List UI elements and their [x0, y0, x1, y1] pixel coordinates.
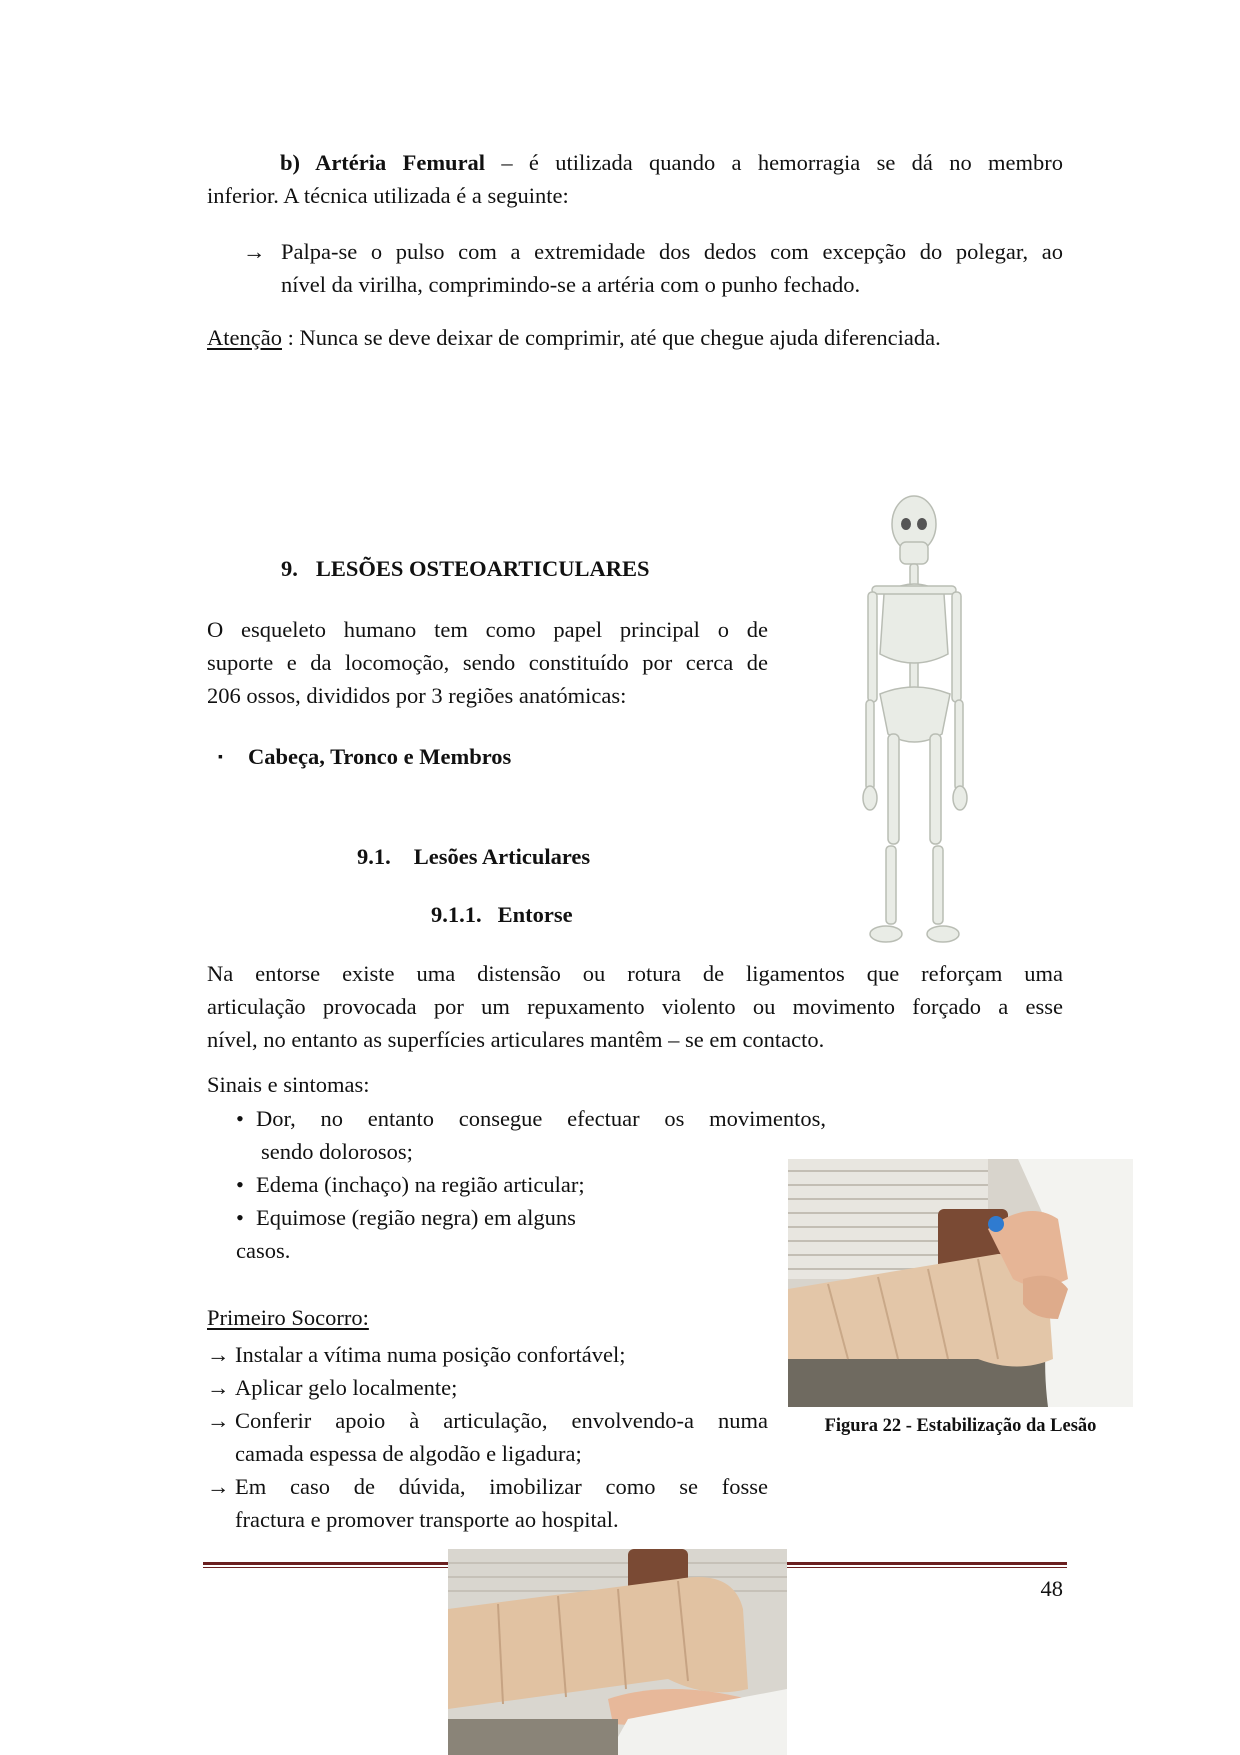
section-9-number: 9. — [281, 556, 298, 581]
femoral-step-arrow: → — [243, 239, 266, 264]
figure-22-caption: Figura 22 - Estabilização da Lesão — [824, 1416, 1097, 1436]
skeleton-image — [844, 494, 985, 946]
femoral-paragraph — [207, 146, 1063, 212]
femoral-text-1: – é utilizada quando a hemorragia se dá no membro — [485, 150, 1063, 175]
section-9-1-number: 9.1. — [357, 844, 391, 869]
section-9-1-1-number: 9.1.1. — [431, 902, 482, 927]
square-bullet-icon: ▪ — [218, 750, 223, 765]
first-aid-list — [207, 1338, 768, 1536]
first-aid-item-3-line-2: camada espessa de algodão e ligadura; — [235, 1441, 582, 1466]
femoral-step-line-1: Palpa-se o pulso com a extremidade dos dedos com excepção do polegar, ao — [281, 239, 1063, 264]
signs-item — [236, 1102, 826, 1168]
section-9-heading — [281, 552, 650, 585]
bandaged-foot-photo — [448, 1549, 787, 1755]
arrow-right-icon: → — [207, 1474, 230, 1499]
signs-heading: Sinais e sintomas: — [207, 1072, 370, 1097]
signs-item-3-line-1: Equimose (região negra) em alguns — [256, 1205, 576, 1230]
femoral-step — [281, 235, 1063, 301]
signs-item-1-line-2: sendo dolorosos; — [261, 1139, 413, 1164]
bullet-dot-icon: • — [236, 1172, 244, 1197]
signs-item — [236, 1168, 826, 1201]
femoral-step-line-2: nível da virilha, comprimindo-se a artéria com o punho fechado. — [281, 272, 861, 297]
intro-line-3: 206 ossos, divididos por 3 regiões anatómicas: — [207, 683, 627, 708]
entorse-line-2: articulação provocada por um repuxamento violento ou movimento forçado a esse — [207, 994, 1063, 1019]
first-aid-item-2: Aplicar gelo localmente; — [235, 1375, 458, 1400]
entorse-paragraph — [207, 957, 1063, 1056]
first-aid-item-1: Instalar a vítima numa posição confortável; — [235, 1342, 626, 1367]
page-number: 48 — [1040, 1576, 1063, 1601]
first-aid-heading: Primeiro Socorro: — [207, 1305, 369, 1330]
femoral-line-2: inferior. A técnica utilizada é a seguinte: — [207, 183, 569, 208]
arrow-right-icon: → — [207, 1342, 230, 1367]
entorse-line-1: Na entorse existe uma distensão ou rotura de ligamentos que reforçam uma — [207, 961, 1063, 986]
femoral-line-1 — [207, 146, 1063, 179]
first-aid-item — [207, 1338, 768, 1371]
signs-list — [236, 1102, 826, 1267]
first-aid-item — [207, 1470, 768, 1536]
figure-22-photo — [788, 1159, 1133, 1407]
first-aid-item-4-line-2: fractura e promover transporte ao hospital. — [235, 1507, 619, 1532]
section-9-1-1-heading — [431, 898, 573, 931]
femoral-label: b) Artéria Femural — [280, 150, 486, 175]
first-aid-item-3-line-1: Conferir apoio à articulação, envolvendo-a numa — [235, 1408, 768, 1433]
attention-label: Atenção — [207, 325, 282, 350]
regions-bullet: Cabeça, Tronco e Membros — [248, 744, 512, 769]
first-aid-item — [207, 1404, 768, 1470]
signs-item-3-line-2: casos. — [236, 1238, 291, 1263]
signs-item-1-line-1: Dor, no entanto consegue efectuar os movimentos, — [256, 1106, 826, 1131]
bullet-dot-icon: • — [236, 1106, 244, 1131]
signs-item — [236, 1201, 826, 1234]
first-aid-item — [207, 1371, 768, 1404]
attention-text: : Nunca se deve deixar de comprimir, até que chegue ajuda diferenciada. — [281, 325, 941, 350]
signs-item-2-line-1: Edema (inchaço) na região articular; — [256, 1172, 585, 1197]
section-9-1-1-title: Entorse — [497, 902, 573, 927]
section-9-1-title: Lesões Articulares — [413, 844, 591, 869]
entorse-line-3: nível, no entanto as superfícies articulares mantêm – se em contacto. — [207, 1027, 825, 1052]
bullet-dot-icon: • — [236, 1205, 244, 1230]
section-9-intro — [207, 613, 768, 712]
section-9-1-heading — [357, 840, 590, 873]
section-9-title: LESÕES OSTEOARTICULARES — [315, 556, 650, 581]
intro-line-1: O esqueleto humano tem como papel principal o de — [207, 617, 768, 642]
attention-paragraph — [207, 321, 1067, 354]
arrow-right-icon: → — [207, 1375, 230, 1400]
intro-line-2: suporte e da locomoção, sendo constituído por cerca de — [207, 650, 768, 675]
first-aid-item-4-line-1: Em caso de dúvida, imobilizar como se fosse — [235, 1474, 768, 1499]
arrow-right-icon: → — [207, 1408, 230, 1433]
